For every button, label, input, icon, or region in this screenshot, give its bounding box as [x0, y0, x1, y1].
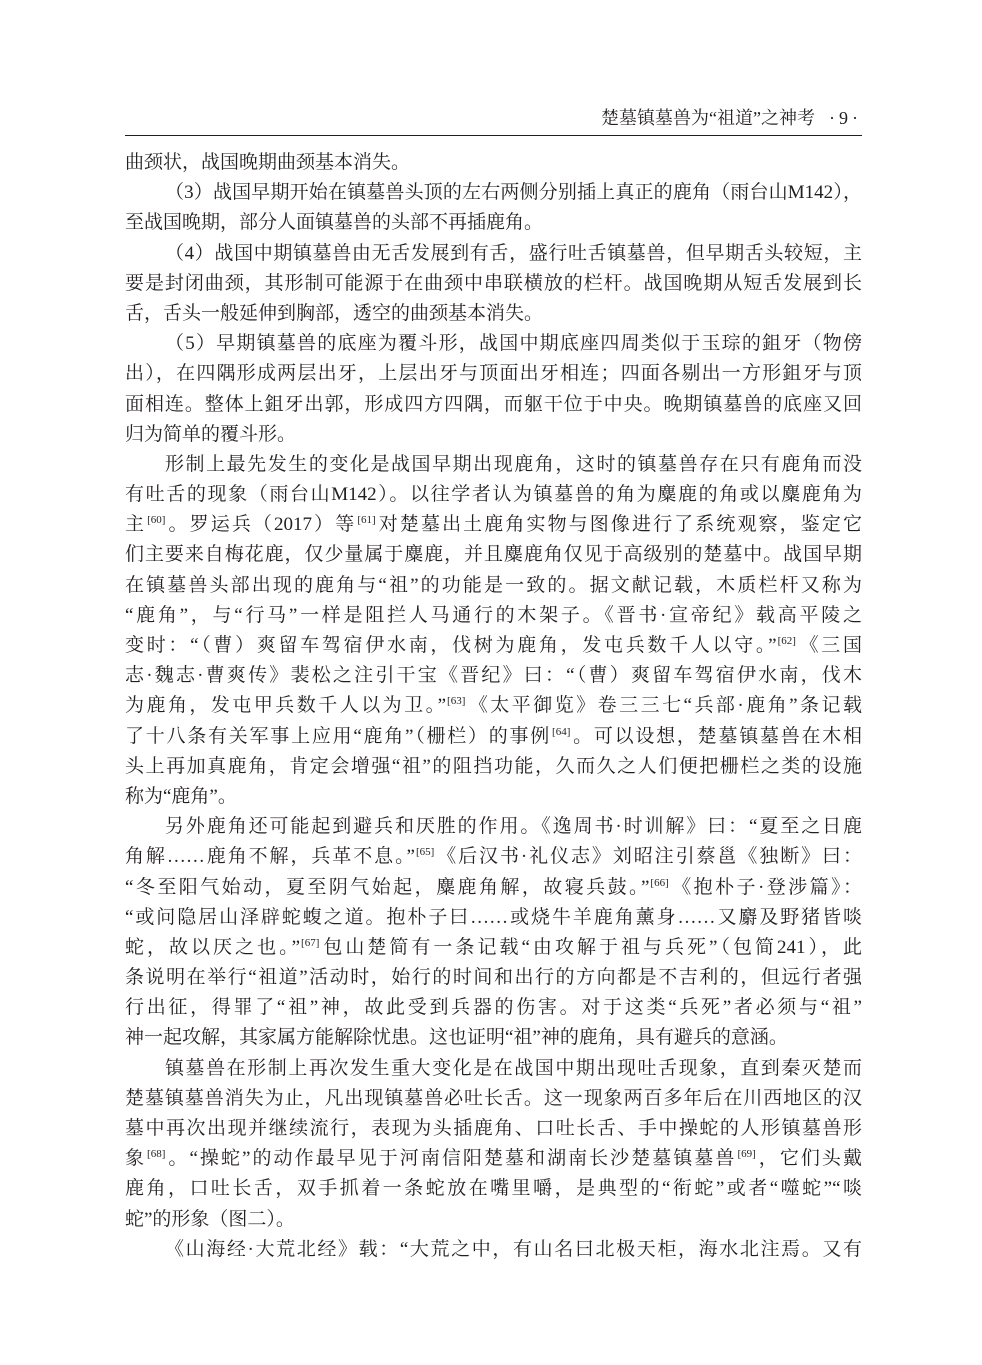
text-line [125, 510, 862, 540]
text-line [125, 631, 862, 661]
text-run: 象 [125, 1148, 147, 1170]
text-line: 条说明在举行“祖道”活动时，始行的时间和出行的方向都是不吉利的，但远行者强 [125, 967, 862, 989]
text-line: 们主要来自梅花鹿，仅少量属于麋鹿，并且麋鹿角仅见于高级别的楚墓中。战国早期 [125, 544, 862, 566]
text-run: 角解……鹿角不解，兵革不息。” [125, 846, 415, 868]
page-number: ·9· [829, 108, 862, 128]
citation-ref: [64] [552, 725, 571, 738]
text-line: 行出征，得罪了“祖”神，故此受到兵器的伤害。对于这类“兵死”者必须与“祖” [125, 997, 862, 1019]
text-line [125, 722, 862, 752]
text-line: 神一起攻解，其家属方能解除忧患。这也证明“祖”神的鹿角，具有避兵的意涵。 [125, 1027, 788, 1049]
text-line [125, 842, 862, 872]
paragraph [125, 178, 862, 238]
text-run: 包山楚简有一条记载“由攻解于祖与兵死”（包简241），此 [320, 936, 863, 958]
text-run: 《后汉书·礼仪志》刘昭注引蔡邕《独断》曰： [435, 846, 862, 868]
text-line: 舌，舌头一般延伸到胸部，透空的曲颈基本消失。 [125, 302, 544, 324]
text-line: 要是封闭曲颈，其形制可能源于在曲颈中串联横放的栏杆。战国晚期从短舌发展到长 [125, 272, 862, 294]
text-run: 。“操蛇”的动作最早见于河南信阳楚墓和湖南长沙楚墓镇墓兽 [166, 1148, 737, 1170]
text-run: 《太平御览》卷三三七“兵部·鹿角”条记载 [466, 695, 863, 717]
paragraph [125, 450, 862, 812]
text-run: “冬至阳气始动，夏至阴气始起，麋鹿角解，故寝兵鼓。” [125, 876, 650, 898]
text-line: （4）战国中期镇墓兽由无舌发展到有舌，盛行吐舌镇墓兽，但早期舌头较短，主 [165, 242, 862, 264]
text-line: 至战国晚期，部分人面镇墓兽的头部不再插鹿角。 [125, 212, 544, 234]
text-run: 主 [125, 514, 147, 536]
citation-ref: [61] [357, 514, 376, 527]
text-line [125, 873, 862, 903]
citation-ref: [69] [737, 1148, 756, 1161]
header-rule [125, 135, 862, 136]
text-line: （3）战国早期开始在镇墓兽头顶的左右两侧分别插上真正的鹿角（雨台山M142）， [165, 182, 862, 204]
running-header [125, 104, 862, 132]
text-line [125, 933, 862, 963]
running-title: 楚墓镇墓兽为“祖道”之神考 [601, 108, 815, 128]
citation-ref: [68] [147, 1148, 166, 1161]
text-run: 蛇，故以厌之也。” [125, 936, 301, 958]
text-run: 。可以设想，楚墓镇墓兽在木相 [571, 725, 862, 747]
text-run: 为鹿角，发屯甲兵数千人以为卫。” [125, 695, 447, 717]
citation-ref: [60] [147, 514, 166, 527]
text-run: 了十八条有关军事上应用“鹿角”（栅栏）的事例 [125, 725, 552, 747]
text-line [125, 1144, 862, 1174]
text-line: 有吐舌的现象（雨台山M142）。以往学者认为镇墓兽的角为麋鹿的角或以麋鹿角为 [125, 484, 862, 506]
text-line: 形制上最先发生的变化是战国早期出现鹿角，这时的镇墓兽存在只有鹿角而没 [165, 453, 862, 475]
text-run: 变时：“（曹）爽留车驾宿伊水南，伐树为鹿角，发屯兵数千人以守。” [125, 635, 777, 656]
paragraph [125, 1235, 862, 1265]
text-line: 《山海经·大荒北经》载：“大荒之中，有山名曰北极天柜，海水北注焉。又有 [165, 1238, 862, 1260]
text-run: 对楚墓出土鹿角实物与图像进行了系统观察，鉴定它 [376, 514, 862, 536]
paragraph [125, 148, 862, 178]
text-line: 归为简单的覆斗形。 [125, 423, 297, 445]
text-line: 鹿角，口吐长舌，双手抓着一条蛇放在嘴里嚼，是典型的“衔蛇”或者“噬蛇”“啖 [125, 1178, 862, 1200]
paragraph [125, 812, 862, 1054]
text-line: 镇墓兽在形制上再次发生重大变化是在战国中期出现吐舌现象，直到秦灭楚而 [165, 1057, 862, 1079]
text-line: 面相连。整体上鉏牙出郭，形成四方四隅，而躯干位于中央。晚期镇墓兽的底座又回 [125, 393, 862, 415]
citation-ref: [65] [415, 846, 435, 859]
text-line: 在镇墓兽头部出现的鹿角与“祖”的功能是一致的。据文献记载，木质栏杆又称为 [125, 574, 862, 596]
text-line: “或问隐居山泽辟蛇蝮之道。抱朴子曰……或烧牛羊鹿角薰身……又麝及野猪皆啖 [125, 906, 862, 928]
text-run: 《三国 [796, 635, 862, 656]
text-line: 头上再加真鹿角，肯定会增强“祖”的阻挡功能，久而久之人们便把栅栏之类的设施 [125, 755, 862, 777]
text-run: ，它们头戴 [756, 1148, 862, 1170]
body-text [125, 148, 862, 1265]
citation-ref: [66] [650, 876, 669, 889]
paragraph [125, 1054, 862, 1235]
text-run: 。罗运兵（2017）等 [166, 514, 357, 536]
text-line: 称为“鹿角”。 [125, 785, 237, 807]
text-line: （5）早期镇墓兽的底座为覆斗形，战国中期底座四周类似于玉琮的鉏牙（物傍 [165, 333, 862, 355]
text-line: 蛇”的形象（图二）。 [125, 1208, 295, 1230]
text-line: 出），在四隅形成两层出牙，上层出牙与顶面出牙相连；四面各剔出一方形鉏牙与顶 [125, 363, 862, 385]
citation-ref: [67] [301, 936, 320, 949]
text-line [125, 691, 862, 721]
text-line: 墓中再次出现并继续流行，表现为头插鹿角、口吐长舌、手中操蛇的人形镇墓兽形 [125, 1118, 862, 1139]
text-run: 《抱朴子·登涉篇》： [669, 876, 862, 898]
text-line: 曲颈状，战国晚期曲颈基本消失。 [125, 152, 411, 173]
text-line: 志·魏志·曹爽传》裴松之注引干宝《晋纪》曰：“（曹）爽留车驾宿伊水南，伐木 [125, 665, 862, 687]
text-line: “鹿角”，与“行马”一样是阻拦人马通行的木架子。《晋书·宣帝纪》载高平陵之 [125, 604, 862, 626]
paragraph [125, 239, 862, 330]
paragraph [125, 329, 862, 450]
citation-ref: [62] [777, 635, 796, 647]
text-line: 另外鹿角还可能起到避兵和厌胜的作用。《逸周书·时训解》曰：“夏至之日鹿 [165, 816, 862, 838]
citation-ref: [63] [447, 695, 466, 708]
text-line: 楚墓镇墓兽消失为止，凡出现镇墓兽必吐长舌。这一现象两百多年后在川西地区的汉 [125, 1087, 862, 1109]
